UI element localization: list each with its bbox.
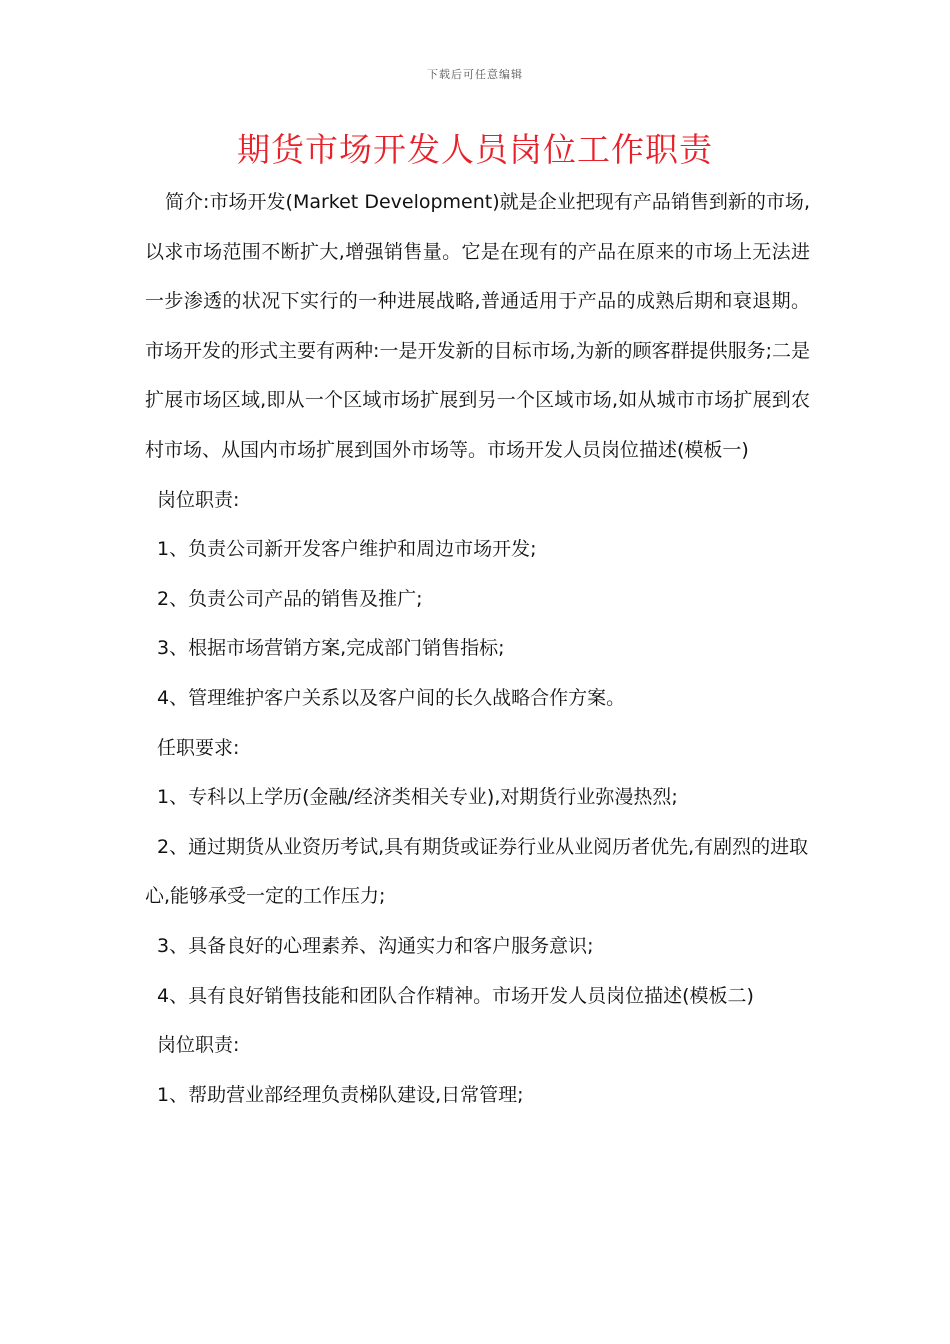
- requirement-item: 3、具备良好的心理素养、沟通实力和客户服务意识;: [157, 934, 594, 957]
- duty-item: 2、负责公司产品的销售及推广;: [157, 587, 423, 610]
- requirement-item-text: 2、通过期货从业资历考试,具有期货或证券行业从业阅历者优先,有剧烈的进取心,能够承受一定的工作压力;: [145, 835, 809, 908]
- duty-item: 1、负责公司新开发客户维护和周边市场开发;: [157, 538, 537, 561]
- duty-item: 1、帮助营业部经理负责梯队建设,日常管理;: [157, 1083, 524, 1106]
- requirement-item: [145, 823, 810, 922]
- duty-item: 4、管理维护客户关系以及客户间的长久战略合作方案。: [157, 686, 626, 709]
- intro-paragraph: 简介:市场开发(Market Development)就是企业把现有产品销售到新的市场,以求市场范围不断扩大,增强销售量。它是在现有的产品在原来的市场上无法进一步渗透的状况下实行的一种进展战略,普通适用于产品的成熟后期和衰退期。市场开发的形式主要有两种:一是开发新的目标市场,为新的顾客群提供服务;二是扩展市场区域,即从一个区域市场扩展到另一个区域市场,如从城市市场扩展到农村市场、从国内市场扩展到国外市场等。市场开发人员岗位描述(模板一): [145, 191, 810, 461]
- requirement-item: [145, 972, 810, 1022]
- document-title: 期货市场开发人员岗位工作职责: [237, 130, 713, 169]
- requirement-item-text: 4、具有良好销售技能和团队合作精神。市场开发人员岗位描述(模板二): [157, 984, 754, 1007]
- section-heading-duties-1: 岗位职责:: [157, 488, 240, 511]
- requirement-item: 1、专科以上学历(金融/经济类相关专业),对期货行业弥漫热烈;: [157, 786, 678, 809]
- duty-item: 3、根据市场营销方案,完成部门销售指标;: [157, 637, 505, 660]
- document-body: [145, 178, 810, 1120]
- page-header: 下载后可任意编辑: [427, 68, 523, 81]
- section-heading-requirements: 任职要求:: [157, 736, 240, 759]
- section-heading-duties-2: 岗位职责:: [157, 1034, 240, 1057]
